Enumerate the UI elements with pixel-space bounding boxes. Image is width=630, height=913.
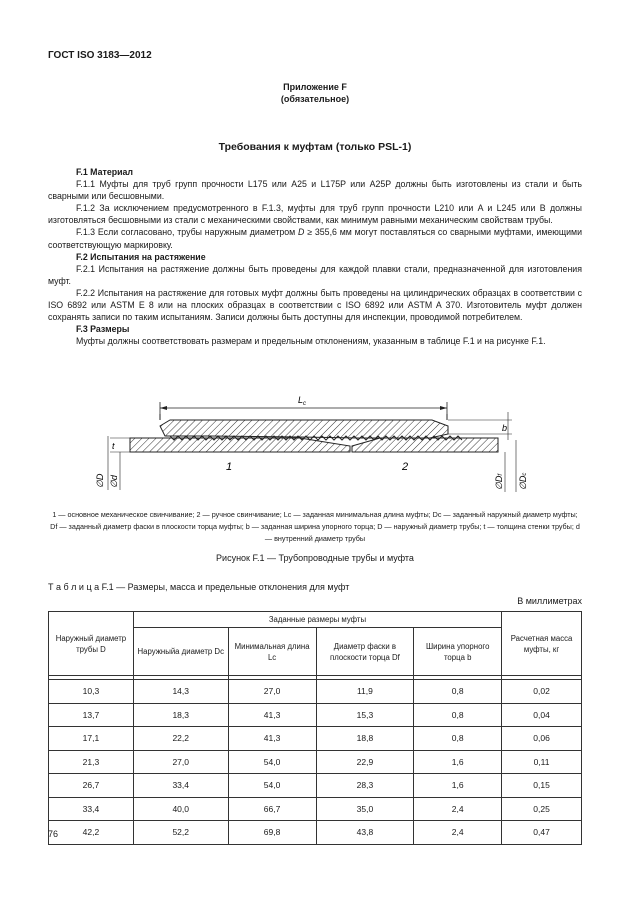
appendix-title: Приложение F [283, 82, 347, 92]
table-cell: 0,11 [502, 750, 582, 774]
heading-f2: F.2 Испытания на растяжение [76, 251, 206, 262]
f1-3-part-a: F.1.3 Если согласовано, трубы наружным диаметром [76, 227, 299, 238]
table-title-prefix: Т а б л и ц а F.1 [48, 582, 114, 592]
table-cell: 42,2 [49, 821, 134, 845]
table-cell: 33,4 [49, 797, 134, 821]
table-cell: 22,9 [316, 750, 414, 774]
units-note: В миллиметрах [517, 596, 582, 606]
header-mass: Расчетная масса муфты, кг [502, 612, 582, 676]
table-cell: 14,3 [133, 680, 228, 704]
page-number: 76 [48, 829, 59, 839]
header-chamfer: Диаметр фаски в плоскости торца Df [316, 628, 414, 676]
table-cell: 40,0 [133, 797, 228, 821]
table-cell: 33,4 [133, 774, 228, 798]
table-cell: 41,3 [228, 727, 316, 751]
b-label: b [502, 423, 508, 433]
pipe-id-label: ∅d [109, 475, 119, 488]
table-cell: 69,8 [228, 821, 316, 845]
table-cell: 22,2 [133, 727, 228, 751]
table-title-rest: — Размеры, масса и предельные отклонения для муфт [113, 582, 350, 592]
table-row [49, 727, 582, 751]
table-cell: 0,02 [502, 680, 582, 704]
header-length: Минимальная длина Lc [228, 628, 316, 676]
document-header: ГОСТ ISO 3183—2012 [48, 50, 152, 61]
figure-caption: Рисунок F.1 — Трубопроводные трубы и муфта [216, 553, 414, 563]
table-cell: 52,2 [133, 821, 228, 845]
table-cell: 28,3 [316, 774, 414, 798]
table-cell: 18,8 [316, 727, 414, 751]
table-cell: 11,9 [316, 680, 414, 704]
table-cell: 26,7 [49, 774, 134, 798]
table-cell: 18,3 [133, 703, 228, 727]
paragraph-f2-1: F.2.1 Испытания на растяжение должны быть проведены для каждой плавки стали, предназначенной для изготовления муфт. [48, 263, 582, 286]
header-width: Ширина упорного торца b [414, 628, 502, 676]
table-cell: 0,25 [502, 797, 582, 821]
table-cell: 35,0 [316, 797, 414, 821]
table-row [49, 750, 582, 774]
table-cell: 0,06 [502, 727, 582, 751]
figure-legend: 1 — основное механическое свинчивание; 2 — ручное свинчивание; Lc — заданная минимальная длина муфты; Dc — заданный наружный диаметр муфты; Df — заданный диаметр фаски в плоскости торца муфты; b — заданная ширина упорного торца; D — наружный диаметр трубы; t — толщина стенки трубы; d — внутренний диаметр трубы [50, 510, 580, 543]
table-cell: 2,4 [414, 821, 502, 845]
section-title: Требования к муфтам (только PSL-1) [218, 141, 412, 153]
table-cell: 0,04 [502, 703, 582, 727]
table-cell: 43,8 [316, 821, 414, 845]
table-row [49, 774, 582, 798]
table-cell: 13,7 [49, 703, 134, 727]
chamfer-diameter-label: ∅Df [494, 473, 504, 490]
header-pipe-od: Наружный диаметр трубы D [49, 612, 134, 676]
table-title [48, 582, 349, 592]
paragraph-f2-2: F.2.2 Испытания на растяжение для готовых муфт должны быть проведены на цилиндрических образцах в соответствии с ISO 6892 или ASTM E 8 или на плоских образцах в соответствии с ISO 6892 или ASTM A 370. Изготовитель муфт должен сохранять записи по таким испытаниям. Записи должны быть доступны для инспекции, проводимой потребителем. [48, 287, 582, 323]
header-od: Наружныйa диаметр Dc [133, 628, 228, 676]
heading-f3: F.3 Размеры [76, 324, 130, 335]
table-cell: 27,0 [228, 680, 316, 704]
header-group: Заданные размеры муфты [133, 612, 501, 628]
lc-label: $L_c$ [298, 395, 307, 407]
table-cell: 1,6 [414, 750, 502, 774]
appendix-status: (обязательное) [280, 94, 350, 104]
table-row [49, 797, 582, 821]
paragraph-f3: Муфты должны соответствовать размерам и предельным отклонениям, указанным в таблице F.1 и на рисунке F.1. [76, 336, 546, 347]
table-cell: 0,47 [502, 821, 582, 845]
coupling-dimensions-table [48, 611, 582, 845]
paragraph-f1-2: F.1.2 За исключением предусмотренного в F.1.3, муфты для труб групп прочности L210 или A и L245 или B должны изготовляться бесшовными из стали с механическими свойствами, как минимум равными механическим свойствам трубы. [48, 203, 582, 226]
f1-3-part-b: ≥ 355,6 мм могут поставляться со сварными муфтами, имеющими соответствующую маркировку. [48, 227, 582, 250]
f1-3-variable: D [298, 227, 305, 238]
t-label: t [112, 441, 115, 451]
table-cell: 10,3 [49, 680, 134, 704]
paragraph-f1-1: F.1.1 Муфты для труб групп прочности L175 или A25 и L175P или A25P должны быть изготовлены из стали и быть сварными или бесшовными. [48, 179, 582, 202]
table-cell: 66,7 [228, 797, 316, 821]
table-cell: 27,0 [133, 750, 228, 774]
coupling-body [160, 420, 448, 438]
label-2: 2 [402, 461, 409, 473]
table-cell: 41,3 [228, 703, 316, 727]
coupling-od-label: ∅Dc [518, 472, 528, 490]
table-cell: 1,6 [414, 774, 502, 798]
table-row [49, 680, 582, 704]
heading-f1: F.1 Материал [76, 167, 133, 177]
table-cell: 17,1 [49, 727, 134, 751]
pipe-od-label: ∅D [95, 473, 105, 488]
table-cell: 15,3 [316, 703, 414, 727]
table-cell: 54,0 [228, 750, 316, 774]
table-cell: 2,4 [414, 797, 502, 821]
table-body [49, 676, 582, 845]
right-pipe-wall [352, 438, 498, 452]
table-row [49, 703, 582, 727]
table-cell: 21,3 [49, 750, 134, 774]
table-cell: 0,8 [414, 727, 502, 751]
table-cell: 0,15 [502, 774, 582, 798]
table-cell: 0,8 [414, 703, 502, 727]
table-cell: 54,0 [228, 774, 316, 798]
table-row [49, 821, 582, 845]
left-pipe-wall [130, 438, 350, 452]
label-1: 1 [226, 461, 233, 473]
table-cell: 0,8 [414, 680, 502, 704]
